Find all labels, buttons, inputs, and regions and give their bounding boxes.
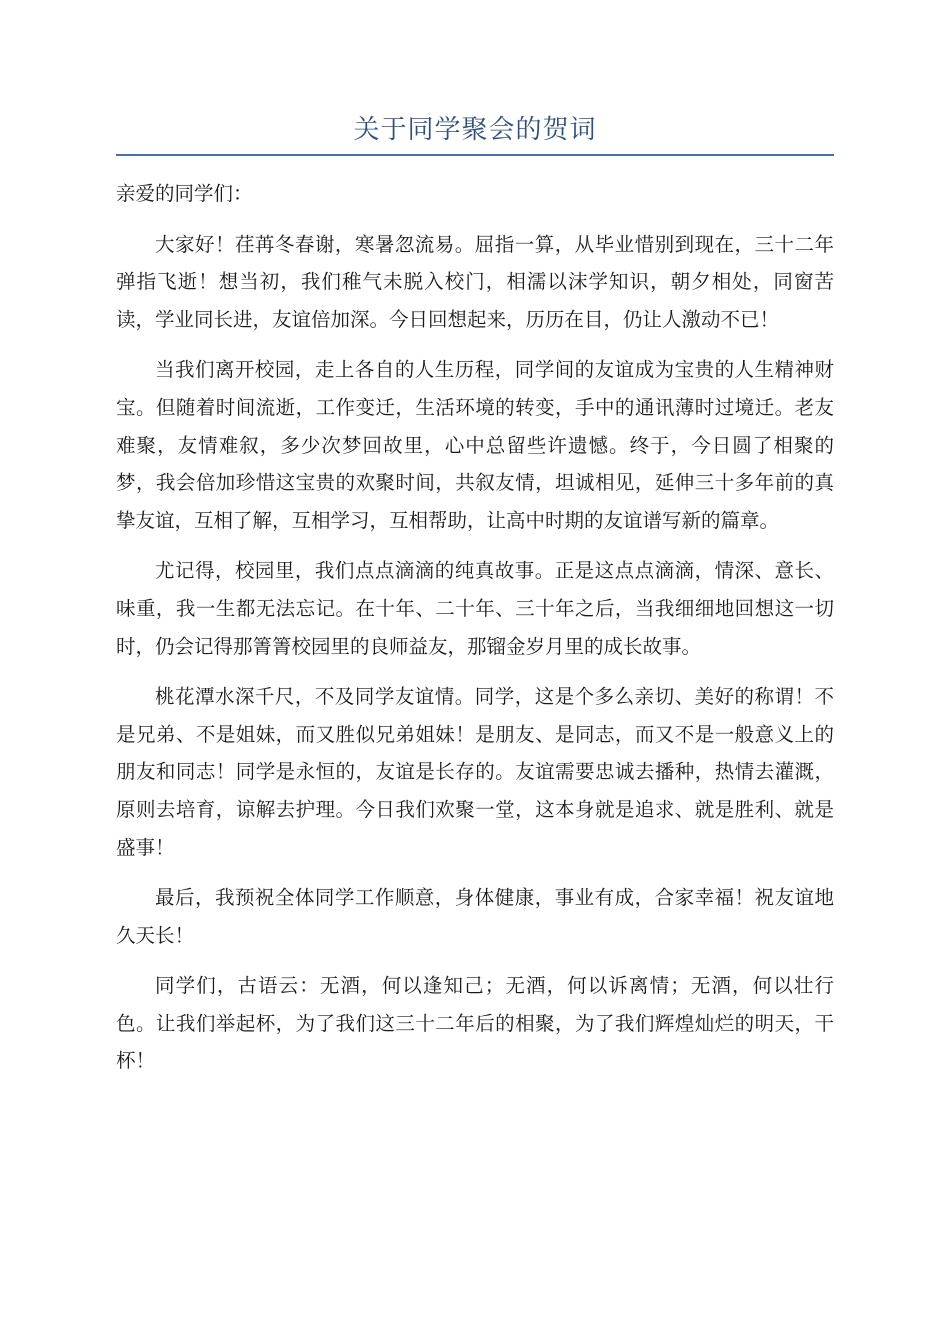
paragraph-friendship-treasure: 当我们离开校园，走上各自的人生历程，同学间的友谊成为宝贵的人生精神财宝。但随着时间流逝，工作变迁，生活环境的转变，手中的通讯薄时过境迁。老友难聚，友情难叙，多少次梦回故里，心中总留些许遗憾。终于，今日圆了相聚的梦，我会倍加珍惜这宝贵的欢聚时间，共叙友情，坦诚相见，延伸三十多年前的真挚友谊，互相了解，互相学习，互相帮助，让高中时期的友谊谱写新的篇章。 <box>116 358 834 532</box>
paragraph-classmate-bond: 桃花潭水深千尺，不及同学友谊情。同学，这是个多么亲切、美好的称谓！不是兄弟、不是姐妹，而又胜似兄弟姐妹！是朋友、是同志，而又不是一般意义上的朋友和同志！同学是永恒的，友谊是长存的。友谊需要忠诚去播种，热情去灌溉，原则去培育，谅解去护理。今日我们欢聚一堂，这本身就是追求、就是胜利、就是盛事！ <box>116 685 834 859</box>
salutation: 亲爱的同学们： <box>116 182 253 205</box>
paragraph-toast: 同学们，古语云：无酒，何以逢知己；无酒，何以诉离情；无酒，何以壮行色。让我们举起杯，为了我们这三十二年后的相聚，为了我们辉煌灿烂的明天，干杯！ <box>116 974 834 1073</box>
paragraph-wishes: 最后，我预祝全体同学工作顺意，身体健康，事业有成，合家幸福！祝友谊地久天长！ <box>116 886 834 947</box>
paragraph-greeting: 大家好！荏苒冬春谢，寒暑忽流易。屈指一算，从毕业惜别到现在，三十二年弹指飞逝！想当初，我们稚气未脱入校门，相濡以沫学知识，朝夕相处，同窗苦读，学业同长进，友谊倍加深。今日回想起来，历历在目，仍让人激动不已！ <box>116 232 834 331</box>
document-body <box>116 175 834 1093</box>
paragraph-campus-memories: 尤记得，校园里，我们点点滴滴的纯真故事。正是这点点滴滴，情深、意长、味重，我一生都无法忘记。在十年、二十年、三十年之后，当我细细地回想这一切时，仍会记得那箐箐校园里的良师益友，那镏金岁月里的成长故事。 <box>116 559 834 658</box>
title-underline <box>116 154 834 156</box>
document-title: 关于同学聚会的贺词 <box>353 115 597 145</box>
